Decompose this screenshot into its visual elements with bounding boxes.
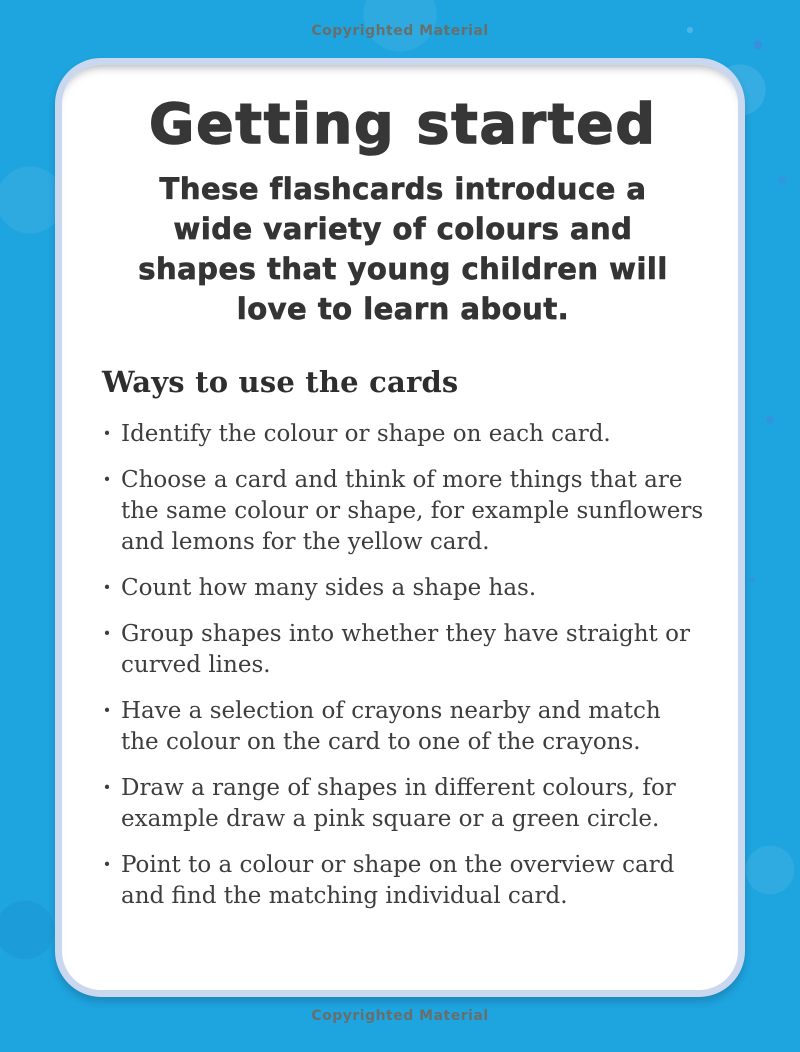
intro-line: wide variety of colours and bbox=[173, 212, 633, 246]
list-item bbox=[102, 773, 704, 835]
bullet-dot: · bbox=[103, 851, 112, 878]
bullet-dot: · bbox=[103, 697, 112, 724]
bullet-dot: · bbox=[103, 620, 112, 647]
list-item-text: Point to a colour or shape on the overview card and find the matching individual card. bbox=[121, 852, 675, 909]
list-item bbox=[102, 573, 704, 604]
instruction-card-content bbox=[62, 65, 738, 990]
list-item-text: Count how many sides a shape has. bbox=[121, 575, 537, 601]
bullet-dot: · bbox=[103, 466, 112, 493]
list-item bbox=[102, 419, 704, 450]
usage-bullet-list bbox=[102, 419, 704, 912]
intro-line: These flashcards introduce a bbox=[159, 172, 647, 206]
instruction-card bbox=[55, 58, 745, 997]
page-title: Getting started bbox=[149, 92, 657, 156]
copyright-notice-top: Copyrighted Material bbox=[311, 23, 489, 39]
intro-paragraph bbox=[102, 169, 704, 329]
list-item bbox=[102, 696, 704, 758]
list-item-text: Choose a card and think of more things that are the same colour or shape, for example sunflowers and lemons for the yellow card. bbox=[121, 467, 704, 555]
intro-line: love to learn about. bbox=[236, 292, 570, 326]
list-item bbox=[102, 465, 704, 558]
list-item-text: Have a selection of crayons nearby and match the colour on the card to one of the crayons. bbox=[121, 698, 661, 755]
list-item bbox=[102, 619, 704, 681]
list-item-text: Group shapes into whether they have straight or curved lines. bbox=[121, 621, 690, 678]
list-item bbox=[102, 850, 704, 912]
list-item-text: Identify the colour or shape on each card. bbox=[121, 421, 611, 447]
list-item-text: Draw a range of shapes in different colours, for example draw a pink square or a green circle. bbox=[121, 775, 676, 832]
bullet-dot: · bbox=[103, 774, 112, 801]
bullet-dot: · bbox=[103, 574, 112, 601]
section-heading: Ways to use the cards bbox=[102, 365, 459, 399]
bullet-dot: · bbox=[103, 420, 112, 447]
copyright-notice-bottom: Copyrighted Material bbox=[311, 1008, 489, 1024]
intro-line: shapes that young children will bbox=[138, 252, 668, 286]
